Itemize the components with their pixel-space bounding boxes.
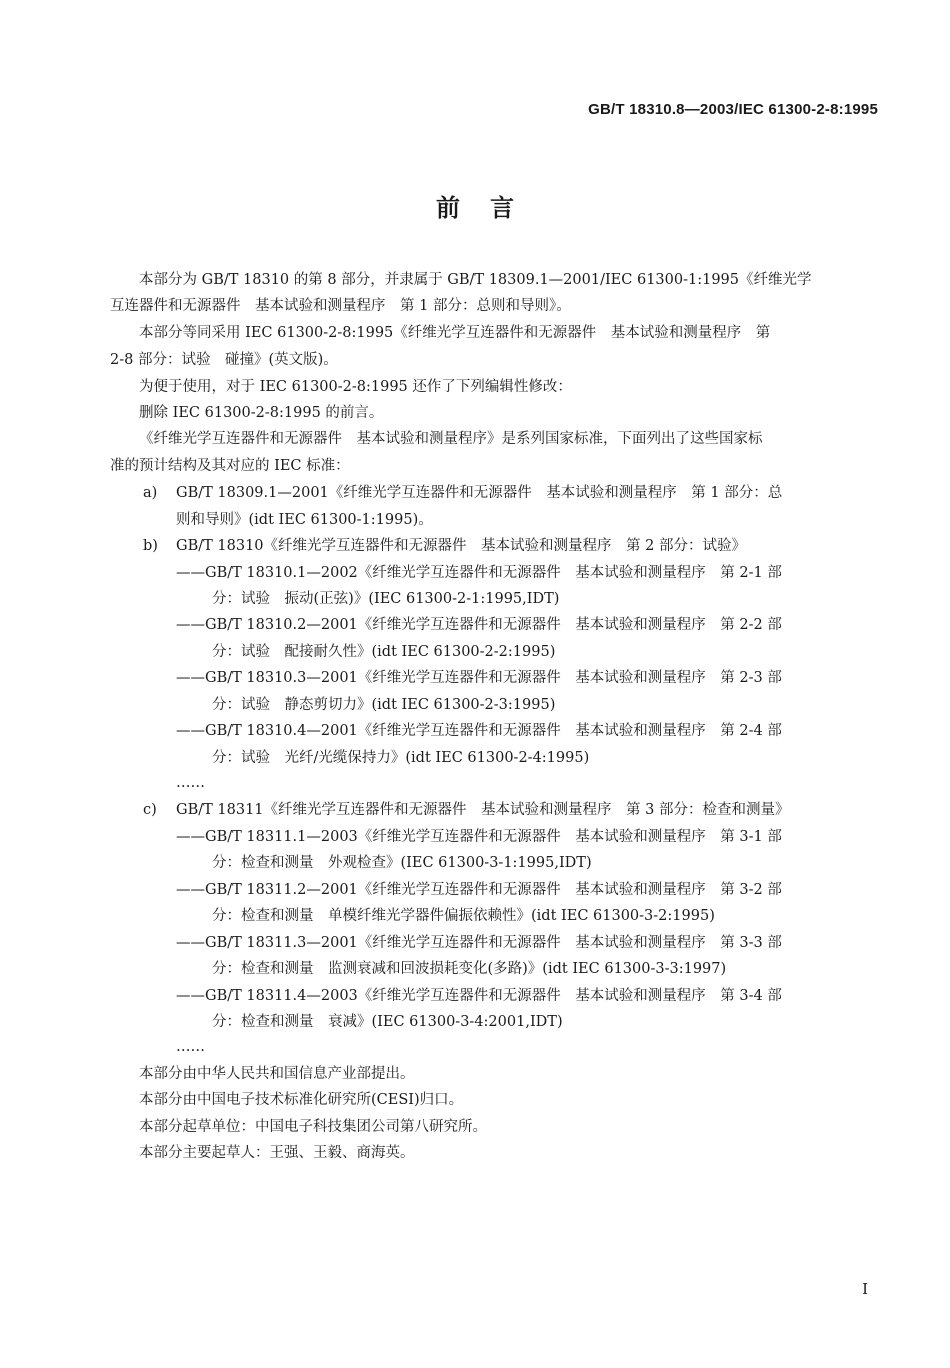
list-c-ellipsis: …… [176, 1039, 205, 1055]
page-title: 前言 [436, 194, 544, 222]
document-header-standard-number: GB/T 18310.8—2003/IEC 61300-2-8:1995 [588, 101, 878, 118]
closing-paragraph-2: 本部分由中国电子技术标准化研究所(CESI)归口。 [139, 1092, 464, 1108]
list-item-a-line-1: GB/T 18309.1—2001《纤维光学互连器件和无源器件 基本试验和测量程序 第 1 部分：总 [176, 485, 783, 501]
closing-paragraph-3: 本部分起草单位：中国电子科技集团公司第八研究所。 [139, 1119, 487, 1135]
intro-paragraph-2-line-2: 2-8 部分：试验 碰撞》(英文版)。 [110, 352, 338, 368]
list-item-c-1-line-2: 分：检查和测量 外观检查》(IEC 61300-3-1:1995,IDT) [212, 855, 592, 871]
intro-paragraph-2-line-1: 本部分等同采用 IEC 61300-2-8:1995《纤维光学互连器件和无源器件 基本试验和测量程序 第 [139, 325, 771, 341]
list-item-c-3-line-2: 分：检查和测量 监测衰减和回波损耗变化(多路)》(idt IEC 61300-3-3:1997) [212, 961, 727, 977]
list-item-b-2-line-2: 分：试验 配接耐久性》(idt IEC 61300-2-2:1995) [212, 644, 556, 660]
intro-paragraph-5-line-2: 准的预计结构及其对应的 IEC 标准： [110, 458, 350, 474]
list-marker-b: b) [143, 538, 158, 554]
list-marker-a: a) [143, 485, 158, 501]
intro-paragraph-4: 删除 IEC 61300-2-8:1995 的前言。 [139, 405, 384, 421]
list-item-c-2-line-2: 分：检查和测量 单模纤维光学器件偏振依赖性》(idt IEC 61300-3-2:1995) [212, 908, 715, 924]
list-marker-c: c) [143, 802, 157, 818]
list-item-b: GB/T 18310《纤维光学互连器件和无源器件 基本试验和测量程序 第 2 部分：试验》 [176, 538, 746, 554]
intro-paragraph-3: 为便于使用，对于 IEC 61300-2-8:1995 还作了下列编辑性修改： [139, 379, 572, 395]
list-item-c-2-line-1: ——GB/T 18311.2—2001《纤维光学互连器件和无源器件 基本试验和测量程序 第 3-2 部 [176, 882, 782, 898]
list-item-b-4-line-1: ——GB/T 18310.4—2001《纤维光学互连器件和无源器件 基本试验和测量程序 第 2-4 部 [176, 723, 782, 739]
intro-paragraph-1-line-2: 互连器件和无源器件 基本试验和测量程序 第 1 部分：总则和导则》。 [110, 298, 571, 314]
list-item-c: GB/T 18311《纤维光学互连器件和无源器件 基本试验和测量程序 第 3 部分：检查和测量》 [176, 802, 790, 818]
list-item-b-3-line-1: ——GB/T 18310.3—2001《纤维光学互连器件和无源器件 基本试验和测量程序 第 2-3 部 [176, 670, 782, 686]
list-b-ellipsis: …… [176, 775, 205, 791]
list-item-c-1-line-1: ——GB/T 18311.1—2003《纤维光学互连器件和无源器件 基本试验和测量程序 第 3-1 部 [176, 829, 782, 845]
closing-paragraph-4: 本部分主要起草人：王强、王毅、商海英。 [139, 1145, 415, 1161]
list-item-b-1-line-1: ——GB/T 18310.1—2002《纤维光学互连器件和无源器件 基本试验和测量程序 第 2-1 部 [176, 565, 782, 581]
closing-paragraph-1: 本部分由中华人民共和国信息产业部提出。 [139, 1066, 415, 1082]
list-item-b-4-line-2: 分：试验 光纤/光缆保持力》(idt IEC 61300-2-4:1995) [212, 750, 590, 766]
list-item-c-3-line-1: ——GB/T 18311.3—2001《纤维光学互连器件和无源器件 基本试验和测量程序 第 3-3 部 [176, 935, 782, 951]
list-item-b-2-line-1: ——GB/T 18310.2—2001《纤维光学互连器件和无源器件 基本试验和测量程序 第 2-2 部 [176, 617, 782, 633]
list-item-b-3-line-2: 分：试验 静态剪切力》(idt IEC 61300-2-3:1995) [212, 697, 556, 713]
list-item-a-line-2: 则和导则》(idt IEC 61300-1:1995)。 [176, 512, 433, 528]
list-item-b-1-line-2: 分：试验 振动(正弦)》(IEC 61300-2-1:1995,IDT) [212, 591, 560, 607]
list-item-c-4-line-1: ——GB/T 18311.4—2003《纤维光学互连器件和无源器件 基本试验和测量程序 第 3-4 部 [176, 988, 782, 1004]
list-item-c-4-line-2: 分：检查和测量 衰减》(IEC 61300-3-4:2001,IDT) [212, 1014, 563, 1030]
intro-paragraph-5-line-1: 《纤维光学互连器件和无源器件 基本试验和测量程序》是系列国家标准，下面列出了这些国家标 [139, 431, 763, 447]
intro-paragraph-1-line-1: 本部分为 GB/T 18310 的第 8 部分，并隶属于 GB/T 18309.1—2001/IEC 61300-1:1995《纤维光学 [139, 272, 812, 288]
page-number: I [862, 1280, 868, 1298]
